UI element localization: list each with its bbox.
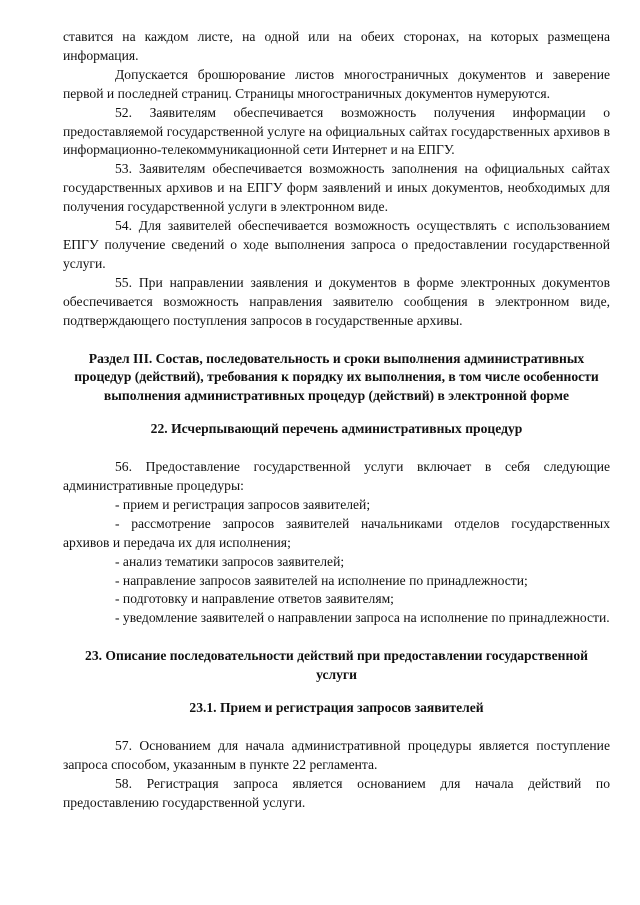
document-page [63, 28, 610, 813]
paragraph-57: 57. Основанием для начала административной процедуры является поступление запроса способом, указанным в пункте 22 регламента. [63, 738, 610, 772]
list-item: - рассмотрение запросов заявителей начальниками отделов государственных архивов и передача их для исполнения; [63, 515, 610, 550]
heading-23: 23. Описание последовательности действий при предоставлении государственной услуги [85, 648, 588, 683]
spacer [63, 718, 610, 737]
spacer [63, 439, 610, 458]
heading-23-1: 23.1. Прием и регистрация запросов заявителей [189, 700, 484, 716]
intro-continuation: ставится на каждом листе, на одной или на обеих сторонах, на которых размещена информация. [63, 29, 610, 63]
paragraph-53: 53. Заявителям обеспечивается возможность заполнения на официальных сайтах государственных архивов и на ЕПГУ форм заявлений и иных документов, необходимых для получения государственной услуги в электронном виде. [63, 161, 610, 215]
paragraph-58: 58. Регистрация запроса является основанием для начала действий по предоставлению государственной услуги. [63, 775, 610, 810]
paragraph-52: 52. Заявителям обеспечивается возможность получения информации о предоставляемой государственной услуге на официальных сайтах государственных архивов в информационно-телекоммуникационной сети Интернет и на ЕПГУ. [63, 104, 610, 158]
paragraph-binding: Допускается брошюрование листов многостраничных документов и заверение первой и последней страниц. Страницы многостраничных документов нумеруются. [63, 66, 610, 101]
list-item: - уведомление заявителей о направлении запроса на исполнение по принадлежности. [115, 610, 610, 626]
paragraph-55: 55. При направлении заявления и документов в форме электронных документов обеспечивается возможность направления заявителю сообщения в электронном виде, подтверждающего поступления запросов в государственные архивы. [63, 274, 610, 328]
list-item: - анализ тематики запросов заявителей; [115, 553, 345, 569]
paragraph-54: 54. Для заявителей обеспечивается возможность осуществлять с использованием ЕПГУ получение сведений о ходе выполнения запроса о предоставлении государственной услуги. [63, 218, 610, 271]
list-item: - направление запросов заявителей на исполнение по принадлежности; [115, 572, 528, 588]
paragraph-56: 56. Предоставление государственной услуги включает в себя следующие административные процедуры: [63, 459, 610, 494]
list-item: - подготовку и направление ответов заявителям; [115, 591, 394, 607]
list-item: - прием и регистрация запросов заявителей; [115, 496, 371, 512]
heading-22: 22. Исчерпывающий перечень административных процедур [150, 421, 523, 437]
section-3-heading: Раздел III. Состав, последовательность и сроки выполнения административных процедур (действий), требования к порядку их выполнения, в том числе особенности выполнения административных процедур (действий) в электронной форме [74, 350, 599, 404]
